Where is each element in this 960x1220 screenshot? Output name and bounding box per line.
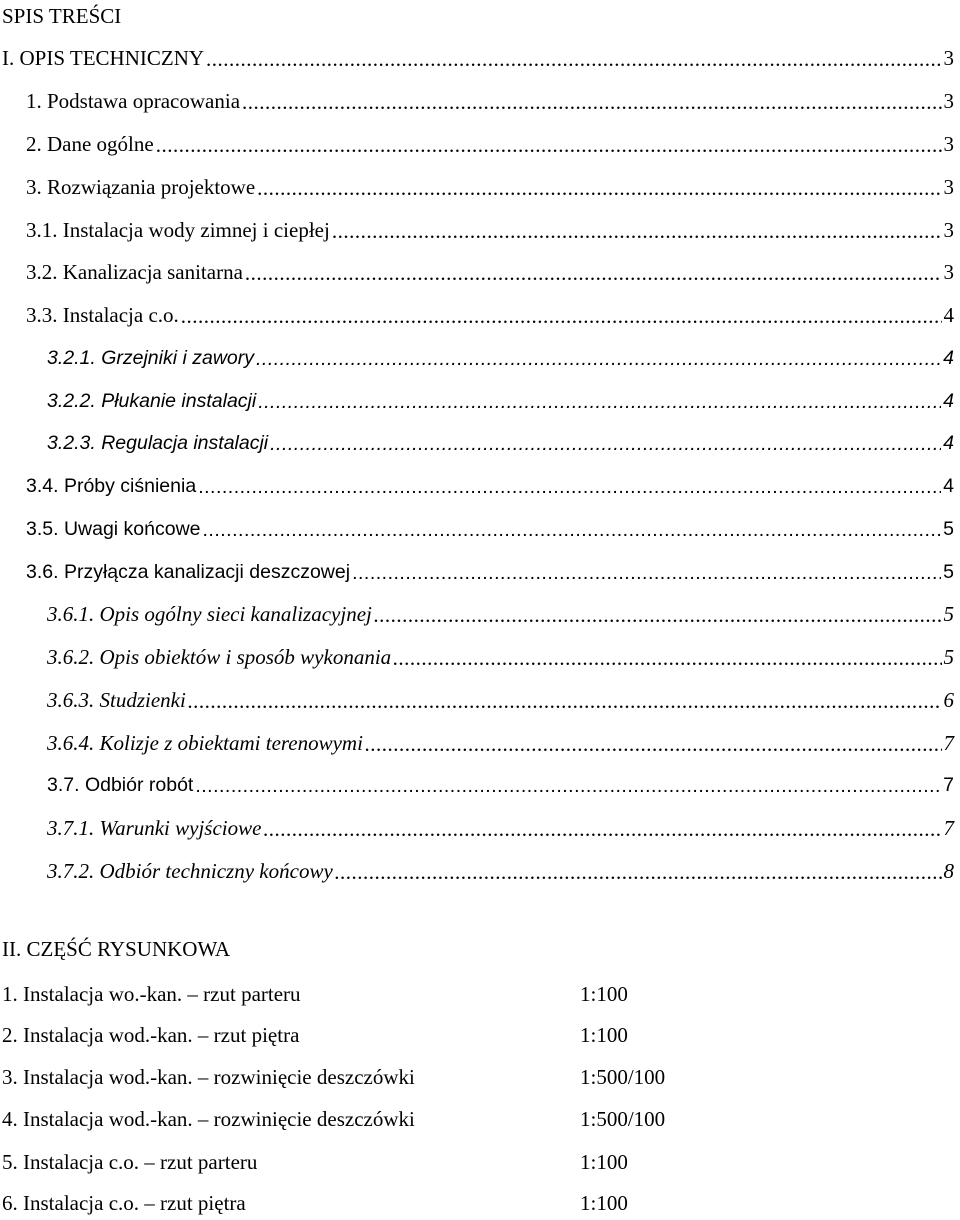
toc-entry-label: 1. Podstawa opracowania: [26, 89, 241, 113]
drawing-scale: 1:100: [580, 1191, 628, 1215]
toc-entry-label: 3. Rozwiązania projektowe: [26, 175, 256, 199]
toc-entry-label: 3.6.3. Studzienki: [47, 688, 186, 712]
drawing-title: 1. Instalacja wo.-kan. – rzut parteru: [2, 982, 301, 1006]
toc-leader-dots: [242, 90, 941, 114]
drawing-scale: 1:100: [580, 1023, 628, 1047]
drawing-list-item: [2, 1064, 942, 1090]
toc-entry-page: 7: [943, 816, 954, 840]
toc-entry[interactable]: [47, 644, 954, 670]
toc-entry[interactable]: [26, 473, 954, 499]
toc-entry-label: 3.4. Próby ciśnienia: [26, 475, 197, 497]
toc-entry[interactable]: [26, 516, 954, 542]
toc-entry-page: 6: [943, 688, 954, 712]
toc-entry-label: 3.5. Uwagi końcowe: [26, 518, 201, 540]
drawing-scale: 1:100: [580, 1150, 628, 1174]
toc-entry-page: 4: [943, 390, 954, 412]
toc-entry-page: 4: [943, 432, 954, 454]
toc-entry[interactable]: [47, 687, 954, 713]
toc-leader-dots: [198, 475, 941, 499]
drawing-list-item: [2, 981, 942, 1007]
toc-entry-part1[interactable]: [2, 45, 954, 71]
toc-entry-label: 3.6.4. Kolizje z obiektami terenowymi: [47, 731, 363, 755]
drawing-list-item: [2, 1106, 942, 1132]
toc-leader-dots: [393, 646, 941, 670]
toc-entry-label: 3.2.3. Regulacja instalacji: [47, 432, 269, 454]
toc-leader-dots: [365, 732, 942, 756]
toc-leader-dots: [263, 817, 941, 841]
toc-leader-dots: [195, 774, 941, 798]
toc-entry-label: 3.6. Przyłącza kanalizacji deszczowej: [26, 561, 351, 583]
toc-entry[interactable]: [26, 131, 954, 157]
toc-entry[interactable]: [26, 302, 954, 328]
drawing-list-item: [2, 1149, 942, 1175]
toc-entry[interactable]: [47, 388, 954, 414]
toc-entry-page: 5: [943, 645, 954, 669]
toc-entry-label: 2. Dane ogólne: [26, 132, 154, 156]
toc-entry[interactable]: [26, 559, 954, 585]
toc-leader-dots: [245, 261, 942, 285]
toc-entry-page: 5: [943, 602, 954, 626]
toc-leader-dots: [352, 561, 941, 585]
toc-leader-dots: [256, 347, 941, 371]
toc-entry-page: 3: [943, 260, 954, 284]
drawing-title: 5. Instalacja c.o. – rzut parteru: [2, 1150, 258, 1174]
toc-entry[interactable]: [26, 88, 954, 114]
toc-entry[interactable]: [47, 345, 954, 371]
toc-entry-page: 7: [943, 774, 954, 796]
toc-entry-label: 3.2.1. Grzejniki i zawory: [47, 347, 254, 369]
toc-leader-dots: [332, 219, 942, 243]
toc-entry[interactable]: [47, 772, 954, 798]
toc-entry-label: 3.6.2. Opis obiektów i sposób wykonania: [47, 645, 392, 669]
toc-entry-label: 3.1. Instalacja wody zimnej i ciepłej: [26, 218, 330, 242]
toc-entry[interactable]: [47, 730, 954, 756]
toc-entry[interactable]: [47, 815, 954, 841]
drawing-title: 3. Instalacja wod.-kan. – rozwinięcie deszczówki: [2, 1065, 415, 1089]
toc-entry[interactable]: [47, 601, 954, 627]
toc-entry-page: 5: [943, 518, 954, 540]
toc-entry-label: 3.3. Instalacja c.o.: [26, 303, 179, 327]
toc-leader-dots: [374, 603, 942, 627]
toc-entry-page: 8: [943, 859, 954, 883]
toc-entry-page: 3: [943, 175, 954, 199]
toc-entry[interactable]: [47, 858, 954, 884]
toc-entry-label: 3.7.1. Warunki wyjściowe: [47, 816, 262, 840]
toc-leader-dots: [206, 47, 941, 71]
toc-leader-dots: [181, 304, 942, 328]
toc-entry-page: 3: [943, 132, 954, 156]
toc-entry-label: I. OPIS TECHNICZNY: [2, 46, 205, 70]
toc-entry-page: 5: [943, 561, 954, 583]
toc-leader-dots: [203, 518, 942, 542]
drawing-scale: 1:500/100: [580, 1065, 666, 1089]
toc-leader-dots: [156, 133, 942, 157]
toc-entry-label: 3.6.1. Opis ogólny sieci kanalizacyjnej: [47, 602, 372, 626]
part2-title: II. CZĘŚĆ RYSUNKOWA: [2, 937, 231, 961]
toc-leader-dots: [335, 860, 942, 884]
toc-entry-page: 7: [943, 731, 954, 755]
toc-leader-dots: [257, 176, 941, 200]
toc-entry-page: 3: [943, 89, 954, 113]
drawing-title: 6. Instalacja c.o. – rzut piętra: [2, 1191, 246, 1215]
toc-entry[interactable]: [26, 217, 954, 243]
drawing-scale: 1:100: [580, 982, 628, 1006]
drawing-title: 4. Instalacja wod.-kan. – rozwinięcie deszczówki: [2, 1107, 415, 1131]
toc-entry[interactable]: [26, 259, 954, 285]
drawing-list-item: [2, 1022, 942, 1048]
toc-entry[interactable]: [26, 174, 954, 200]
drawing-scale: 1:500/100: [580, 1107, 666, 1131]
toc-entry-label: 3.2. Kanalizacja sanitarna: [26, 260, 243, 284]
toc-entry-label: 3.7. Odbiór robót: [47, 774, 194, 796]
toc-title: SPIS TREŚCI: [2, 4, 122, 28]
drawing-list-item: [2, 1190, 942, 1216]
toc-leader-dots: [270, 432, 941, 456]
toc-entry-label: 3.2.2. Płukanie instalacji: [47, 390, 257, 412]
toc-leader-dots: [258, 390, 941, 414]
toc-leader-dots: [188, 689, 942, 713]
toc-entry-page: 4: [943, 347, 954, 369]
toc-entry-page: 4: [943, 303, 954, 327]
toc-entry-page: 4: [943, 475, 954, 497]
drawing-title: 2. Instalacja wod.-kan. – rzut piętra: [2, 1023, 300, 1047]
toc-entry-page: 3: [943, 46, 954, 70]
toc-entry-label: 3.7.2. Odbiór techniczny końcowy: [47, 859, 333, 883]
toc-entry[interactable]: [47, 430, 954, 456]
toc-entry-page: 3: [943, 218, 954, 242]
